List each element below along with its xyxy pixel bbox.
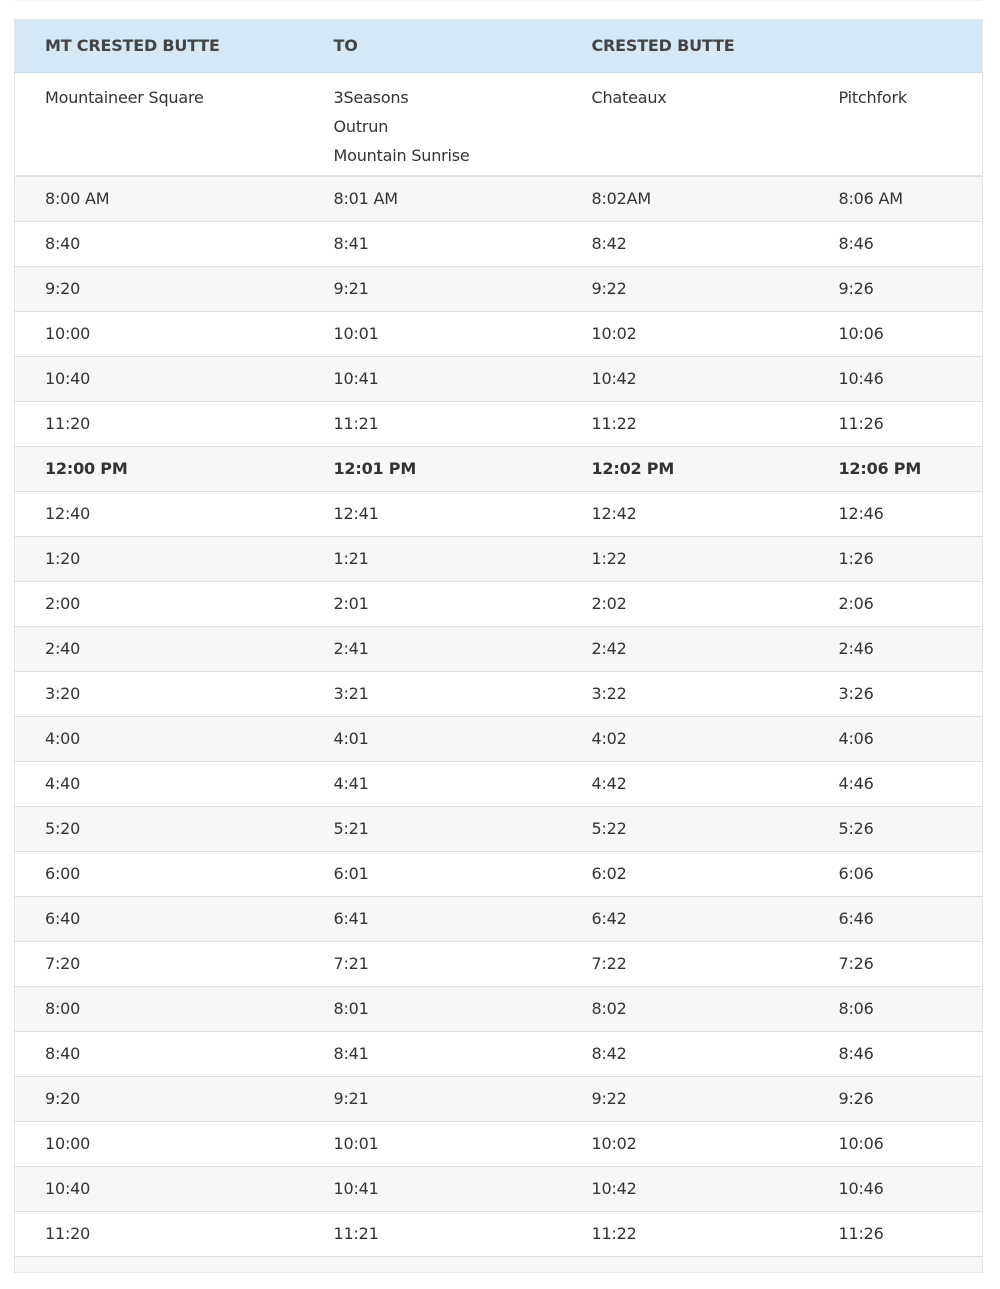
time-cell: 8:40 (15, 1031, 304, 1076)
time-cell: 10:46 (809, 1166, 983, 1211)
time-cell: 2:46 (809, 626, 983, 671)
table-row (15, 401, 983, 446)
time-cell: 10:41 (304, 1166, 562, 1211)
table-row (15, 356, 983, 401)
time-cell: 12:01 PM (304, 446, 562, 491)
stop-col-4 (809, 73, 983, 176)
time-cell: 9:26 (809, 1076, 983, 1121)
table-row (15, 806, 983, 851)
bus-schedule-table (14, 19, 983, 1273)
time-cell: 4:02 (562, 716, 809, 761)
time-cell: 11:20 (15, 1211, 304, 1256)
time-cell: 1:21 (304, 536, 562, 581)
table-footer-filler (15, 1256, 983, 1272)
table-row (15, 1166, 983, 1211)
time-cell: 7:20 (15, 941, 304, 986)
time-cell: 12:02 PM (562, 446, 809, 491)
time-cell: 4:46 (809, 761, 983, 806)
time-cell: 8:02 (562, 986, 809, 1031)
filler-cell (809, 1256, 983, 1272)
time-cell: 8:46 (809, 1031, 983, 1076)
time-cell: 12:42 (562, 491, 809, 536)
time-cell: 9:22 (562, 266, 809, 311)
time-cell: 3:22 (562, 671, 809, 716)
time-cell: 3:21 (304, 671, 562, 716)
time-cell: 2:06 (809, 581, 983, 626)
time-cell: 9:21 (304, 1076, 562, 1121)
time-cell: 6:46 (809, 896, 983, 941)
time-cell: 12:00 PM (15, 446, 304, 491)
table-row (15, 1076, 983, 1121)
time-cell: 9:21 (304, 266, 562, 311)
time-cell: 10:06 (809, 1121, 983, 1166)
time-cell: 7:26 (809, 941, 983, 986)
header-empty (809, 20, 983, 73)
stop-col-2 (304, 73, 562, 176)
table-row (15, 941, 983, 986)
table-row (15, 536, 983, 581)
table-row (15, 986, 983, 1031)
table-row (15, 176, 983, 222)
time-cell: 5:26 (809, 806, 983, 851)
stop-name: Mountain Sunrise (333, 146, 470, 165)
time-cell: 9:20 (15, 266, 304, 311)
time-cell: 10:01 (304, 311, 562, 356)
time-cell: 2:40 (15, 626, 304, 671)
table-row (15, 851, 983, 896)
time-cell: 8:02AM (562, 176, 809, 222)
table-row (15, 581, 983, 626)
time-cell: 5:22 (562, 806, 809, 851)
time-cell: 3:26 (809, 671, 983, 716)
time-cell: 6:01 (304, 851, 562, 896)
table-header-row (15, 20, 983, 73)
time-cell: 4:00 (15, 716, 304, 761)
time-cell: 7:22 (562, 941, 809, 986)
table-row (15, 896, 983, 941)
time-cell: 8:46 (809, 221, 983, 266)
time-cell: 11:22 (562, 401, 809, 446)
table-row (15, 221, 983, 266)
time-cell: 8:42 (562, 221, 809, 266)
time-cell: 8:41 (304, 221, 562, 266)
top-divider (14, 0, 982, 1)
time-cell: 9:20 (15, 1076, 304, 1121)
table-row (15, 671, 983, 716)
table-row (15, 1031, 983, 1076)
time-cell: 8:01 (304, 986, 562, 1031)
table-row (15, 1211, 983, 1256)
time-cell: 10:02 (562, 311, 809, 356)
time-cell: 12:06 PM (809, 446, 983, 491)
time-cell: 10:00 (15, 1121, 304, 1166)
time-cell: 11:21 (304, 1211, 562, 1256)
time-cell: 10:06 (809, 311, 983, 356)
time-cell: 8:00 (15, 986, 304, 1031)
time-cell: 11:22 (562, 1211, 809, 1256)
time-cell: 12:41 (304, 491, 562, 536)
time-cell: 8:41 (304, 1031, 562, 1076)
time-cell: 3:20 (15, 671, 304, 716)
time-cell: 11:20 (15, 401, 304, 446)
time-cell: 1:20 (15, 536, 304, 581)
time-cell: 11:26 (809, 1211, 983, 1256)
time-cell: 12:40 (15, 491, 304, 536)
stop-names-row (15, 73, 983, 176)
header-crested-butte: CRESTED BUTTE (562, 20, 809, 73)
time-cell: 4:42 (562, 761, 809, 806)
time-cell: 2:00 (15, 581, 304, 626)
time-cell: 6:06 (809, 851, 983, 896)
table-row (15, 1121, 983, 1166)
time-cell: 6:40 (15, 896, 304, 941)
table-row (15, 311, 983, 356)
filler-cell (304, 1256, 562, 1272)
time-cell: 10:42 (562, 1166, 809, 1211)
table-row (15, 491, 983, 536)
table-row (15, 716, 983, 761)
time-cell: 12:46 (809, 491, 983, 536)
filler-cell (562, 1256, 809, 1272)
time-cell: 8:01 AM (304, 176, 562, 222)
time-cell: 10:40 (15, 1166, 304, 1211)
time-cell: 9:26 (809, 266, 983, 311)
time-cell: 10:01 (304, 1121, 562, 1166)
time-cell: 5:21 (304, 806, 562, 851)
table-row (15, 626, 983, 671)
time-cell: 2:01 (304, 581, 562, 626)
time-cell: 4:41 (304, 761, 562, 806)
time-cell: 7:21 (304, 941, 562, 986)
time-cell: 9:22 (562, 1076, 809, 1121)
filler-cell (15, 1256, 304, 1272)
time-cell: 8:42 (562, 1031, 809, 1076)
table-row (15, 446, 983, 491)
time-cell: 8:06 (809, 986, 983, 1031)
time-cell: 1:26 (809, 536, 983, 581)
time-cell: 11:21 (304, 401, 562, 446)
time-cell: 10:00 (15, 311, 304, 356)
time-cell: 11:26 (809, 401, 983, 446)
time-cell: 10:42 (562, 356, 809, 401)
time-cell: 6:41 (304, 896, 562, 941)
time-cell: 4:01 (304, 716, 562, 761)
time-cell: 8:06 AM (809, 176, 983, 222)
time-cell: 5:20 (15, 806, 304, 851)
time-cell: 10:41 (304, 356, 562, 401)
time-cell: 2:41 (304, 626, 562, 671)
time-cell: 4:06 (809, 716, 983, 761)
time-cell: 10:02 (562, 1121, 809, 1166)
time-cell: 4:40 (15, 761, 304, 806)
table-row (15, 761, 983, 806)
table-row (15, 266, 983, 311)
time-cell: 1:22 (562, 536, 809, 581)
stop-col-3 (562, 73, 809, 176)
time-cell: 10:46 (809, 356, 983, 401)
time-cell: 8:00 AM (15, 176, 304, 222)
stop-col-1 (15, 73, 304, 176)
time-cell: 6:00 (15, 851, 304, 896)
time-cell: 6:02 (562, 851, 809, 896)
time-cell: 2:42 (562, 626, 809, 671)
time-cell: 2:02 (562, 581, 809, 626)
stop-name: Outrun (333, 117, 389, 136)
header-mt-crested-butte: MT CRESTED BUTTE (15, 20, 304, 73)
stop-name: 3Seasons (333, 88, 409, 107)
stop-name: Pitchfork (838, 88, 907, 107)
time-cell: 8:40 (15, 221, 304, 266)
stop-name: Mountaineer Square (45, 88, 204, 107)
time-cell: 10:40 (15, 356, 304, 401)
header-to: TO (304, 20, 562, 73)
stop-name: Chateaux (591, 88, 667, 107)
time-cell: 6:42 (562, 896, 809, 941)
